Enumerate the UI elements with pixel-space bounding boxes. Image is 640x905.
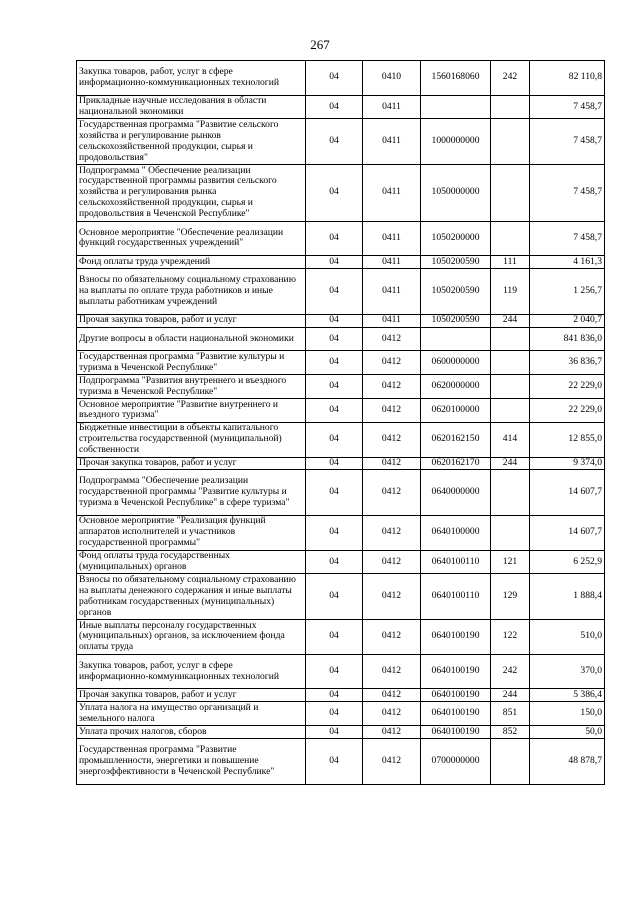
row-section-cell: 04 (306, 399, 363, 423)
row-expense-type-cell: 244 (491, 457, 530, 470)
row-name-cell: Прочая закупка товаров, работ и услуг (77, 689, 306, 702)
row-section-cell: 04 (306, 256, 363, 269)
row-expense-type-cell: 129 (491, 574, 530, 620)
row-target-article-cell: 0600000000 (421, 351, 491, 375)
row-subsection-cell: 0411 (363, 119, 421, 165)
row-name-cell: Прикладные научные исследования в области национальной экономики (77, 95, 306, 119)
row-target-article-cell: 0700000000 (421, 739, 491, 785)
row-target-article-cell (421, 327, 491, 351)
row-expense-type-cell (491, 165, 530, 222)
row-subsection-cell: 0412 (363, 457, 421, 470)
row-expense-type-cell: 242 (491, 654, 530, 689)
row-section-cell: 04 (306, 516, 363, 551)
row-expense-type-cell: 111 (491, 256, 530, 269)
row-expense-type-cell: 121 (491, 550, 530, 574)
row-amount-cell: 841 836,0 (530, 327, 605, 351)
row-target-article-cell: 0640100190 (421, 726, 491, 739)
row-subsection-cell: 0412 (363, 422, 421, 457)
row-amount-cell: 5 386,4 (530, 689, 605, 702)
row-section-cell: 04 (306, 726, 363, 739)
row-name-cell: Подпрограмма "Обеспечение реализации государственной программы "Развитие культуры и туризма в Чеченской Республике" в сфере туризма" (77, 470, 306, 516)
row-section-cell: 04 (306, 95, 363, 119)
table-row (77, 119, 605, 165)
row-name-cell: Прочая закупка товаров, работ и услуг (77, 457, 306, 470)
row-section-cell: 04 (306, 422, 363, 457)
row-subsection-cell: 0411 (363, 221, 421, 256)
row-expense-type-cell (491, 221, 530, 256)
row-amount-cell: 2 040,7 (530, 314, 605, 327)
row-section-cell: 04 (306, 119, 363, 165)
row-subsection-cell: 0411 (363, 269, 421, 315)
row-section-cell: 04 (306, 654, 363, 689)
row-expense-type-cell (491, 327, 530, 351)
row-target-article-cell: 0640100190 (421, 654, 491, 689)
table-row (77, 516, 605, 551)
row-target-article-cell: 0640100110 (421, 550, 491, 574)
row-name-cell: Бюджетные инвестиции в объекты капитального строительства государственной (муниципальной) собственности (77, 422, 306, 457)
row-amount-cell: 370,0 (530, 654, 605, 689)
row-subsection-cell: 0412 (363, 470, 421, 516)
row-section-cell: 04 (306, 351, 363, 375)
row-target-article-cell: 0640100190 (421, 620, 491, 655)
row-section-cell: 04 (306, 165, 363, 222)
row-expense-type-cell (491, 399, 530, 423)
table-row (77, 550, 605, 574)
row-expense-type-cell (491, 739, 530, 785)
row-subsection-cell: 0412 (363, 550, 421, 574)
row-name-cell: Государственная программа "Развитие культуры и туризма в Чеченской Республике" (77, 351, 306, 375)
budget-table (76, 60, 605, 785)
row-target-article-cell: 0640100190 (421, 702, 491, 726)
row-target-article-cell: 0640000000 (421, 470, 491, 516)
row-expense-type-cell (491, 95, 530, 119)
row-amount-cell: 1 256,7 (530, 269, 605, 315)
row-amount-cell: 6 252,9 (530, 550, 605, 574)
row-amount-cell: 150,0 (530, 702, 605, 726)
row-amount-cell: 7 458,7 (530, 119, 605, 165)
table-row (77, 470, 605, 516)
table-row (77, 654, 605, 689)
row-expense-type-cell (491, 516, 530, 551)
table-row (77, 457, 605, 470)
row-expense-type-cell (491, 119, 530, 165)
row-name-cell: Основное мероприятие "Реализация функций аппаратов исполнителей и участников государственной программы" (77, 516, 306, 551)
row-name-cell: Другие вопросы в области национальной экономики (77, 327, 306, 351)
row-section-cell: 04 (306, 314, 363, 327)
row-section-cell: 04 (306, 470, 363, 516)
row-amount-cell: 7 458,7 (530, 95, 605, 119)
row-subsection-cell: 0412 (363, 739, 421, 785)
row-amount-cell: 48 878,7 (530, 739, 605, 785)
row-amount-cell: 14 607,7 (530, 516, 605, 551)
row-expense-type-cell: 852 (491, 726, 530, 739)
row-name-cell: Закупка товаров, работ, услуг в сфере информационно-коммуникационных технологий (77, 61, 306, 96)
table-row (77, 269, 605, 315)
row-name-cell: Основное мероприятие "Развитие внутреннего и въездного туризма" (77, 399, 306, 423)
row-subsection-cell: 0411 (363, 95, 421, 119)
table-row (77, 61, 605, 96)
row-subsection-cell: 0412 (363, 516, 421, 551)
table-row (77, 221, 605, 256)
row-expense-type-cell: 414 (491, 422, 530, 457)
row-section-cell: 04 (306, 375, 363, 399)
row-subsection-cell: 0412 (363, 351, 421, 375)
row-target-article-cell: 0640100000 (421, 516, 491, 551)
row-subsection-cell: 0412 (363, 654, 421, 689)
row-subsection-cell: 0411 (363, 165, 421, 222)
row-amount-cell: 9 374,0 (530, 457, 605, 470)
row-subsection-cell: 0412 (363, 689, 421, 702)
row-name-cell: Взносы по обязательному социальному страхованию на выплаты по оплате труда работников и иные выплаты работникам учреждений (77, 269, 306, 315)
row-target-article-cell: 1050200590 (421, 256, 491, 269)
row-amount-cell: 22 229,0 (530, 375, 605, 399)
table-row (77, 351, 605, 375)
table-row (77, 620, 605, 655)
row-target-article-cell: 1050000000 (421, 165, 491, 222)
row-expense-type-cell (491, 470, 530, 516)
row-name-cell: Прочая закупка товаров, работ и услуг (77, 314, 306, 327)
table-row (77, 702, 605, 726)
row-target-article-cell (421, 95, 491, 119)
row-section-cell: 04 (306, 457, 363, 470)
row-expense-type-cell: 122 (491, 620, 530, 655)
row-subsection-cell: 0412 (363, 327, 421, 351)
row-target-article-cell: 1050200590 (421, 314, 491, 327)
row-expense-type-cell: 119 (491, 269, 530, 315)
row-section-cell: 04 (306, 327, 363, 351)
row-expense-type-cell: 244 (491, 689, 530, 702)
row-name-cell: Фонд оплаты труда государственных (муниципальных) органов (77, 550, 306, 574)
row-expense-type-cell (491, 375, 530, 399)
table-row (77, 726, 605, 739)
row-amount-cell: 36 836,7 (530, 351, 605, 375)
row-subsection-cell: 0410 (363, 61, 421, 96)
row-name-cell: Подпрограмма "Развития внутреннего и въездного туризма в Чеченской Республике" (77, 375, 306, 399)
table-row (77, 422, 605, 457)
row-name-cell: Основное мероприятие "Обеспечение реализации функций государственных учреждений" (77, 221, 306, 256)
row-name-cell: Закупка товаров, работ, услуг в сфере информационно-коммуникационных технологий (77, 654, 306, 689)
row-target-article-cell: 0640100110 (421, 574, 491, 620)
row-subsection-cell: 0411 (363, 256, 421, 269)
row-name-cell: Подпрограмма " Обеспечение реализации государственной программы развития сельского хозяйства и регулирования рынка сельскохозяйственной продукции, сырья и продовольствия в Чеченской Республике" (77, 165, 306, 222)
table-row (77, 165, 605, 222)
row-amount-cell: 82 110,8 (530, 61, 605, 96)
row-section-cell: 04 (306, 702, 363, 726)
row-name-cell: Иные выплаты персоналу государственных (муниципальных) органов, за исключением фонда оплаты труда (77, 620, 306, 655)
row-amount-cell: 22 229,0 (530, 399, 605, 423)
row-section-cell: 04 (306, 221, 363, 256)
row-subsection-cell: 0411 (363, 314, 421, 327)
table-row (77, 399, 605, 423)
row-target-article-cell: 1560168060 (421, 61, 491, 96)
row-target-article-cell: 0620100000 (421, 399, 491, 423)
row-target-article-cell: 1050200000 (421, 221, 491, 256)
row-amount-cell: 7 458,7 (530, 221, 605, 256)
table-row (77, 574, 605, 620)
row-name-cell: Государственная программа "Развитие промышленности, энергетики и повышение энергоэффективности в Чеченской Республике" (77, 739, 306, 785)
table-row (77, 375, 605, 399)
row-amount-cell: 50,0 (530, 726, 605, 739)
table-row (77, 689, 605, 702)
row-name-cell: Государственная программа "Развитие сельского хозяйства и регулирование рынков сельскохозяйственной продукции, сырья и продовольствия" (77, 119, 306, 165)
row-section-cell: 04 (306, 61, 363, 96)
row-name-cell: Уплата прочих налогов, сборов (77, 726, 306, 739)
row-name-cell: Фонд оплаты труда учреждений (77, 256, 306, 269)
row-subsection-cell: 0412 (363, 399, 421, 423)
row-target-article-cell: 0620162170 (421, 457, 491, 470)
row-name-cell: Уплата налога на имущество организаций и земельного налога (77, 702, 306, 726)
row-subsection-cell: 0412 (363, 726, 421, 739)
row-section-cell: 04 (306, 689, 363, 702)
table-row (77, 95, 605, 119)
table-row (77, 256, 605, 269)
row-section-cell: 04 (306, 620, 363, 655)
table-row (77, 327, 605, 351)
row-section-cell: 04 (306, 574, 363, 620)
row-section-cell: 04 (306, 550, 363, 574)
row-subsection-cell: 0412 (363, 375, 421, 399)
table-row (77, 739, 605, 785)
row-expense-type-cell: 244 (491, 314, 530, 327)
row-subsection-cell: 0412 (363, 574, 421, 620)
row-target-article-cell: 1050200590 (421, 269, 491, 315)
row-target-article-cell: 0640100190 (421, 689, 491, 702)
row-subsection-cell: 0412 (363, 620, 421, 655)
row-amount-cell: 7 458,7 (530, 165, 605, 222)
row-expense-type-cell: 242 (491, 61, 530, 96)
row-name-cell: Взносы по обязательному социальному страхованию на выплаты денежного содержания и иные выплаты работникам государственных (муниципальных) органов (77, 574, 306, 620)
table-row (77, 314, 605, 327)
row-section-cell: 04 (306, 739, 363, 785)
row-amount-cell: 4 161,3 (530, 256, 605, 269)
row-subsection-cell: 0412 (363, 702, 421, 726)
row-amount-cell: 1 888,4 (530, 574, 605, 620)
row-expense-type-cell (491, 351, 530, 375)
row-amount-cell: 510,0 (530, 620, 605, 655)
row-amount-cell: 14 607,7 (530, 470, 605, 516)
row-section-cell: 04 (306, 269, 363, 315)
page-number: 267 (310, 37, 330, 52)
row-amount-cell: 12 855,0 (530, 422, 605, 457)
budget-table-body (77, 61, 605, 785)
row-expense-type-cell: 851 (491, 702, 530, 726)
row-target-article-cell: 0620000000 (421, 375, 491, 399)
row-target-article-cell: 1000000000 (421, 119, 491, 165)
row-target-article-cell: 0620162150 (421, 422, 491, 457)
